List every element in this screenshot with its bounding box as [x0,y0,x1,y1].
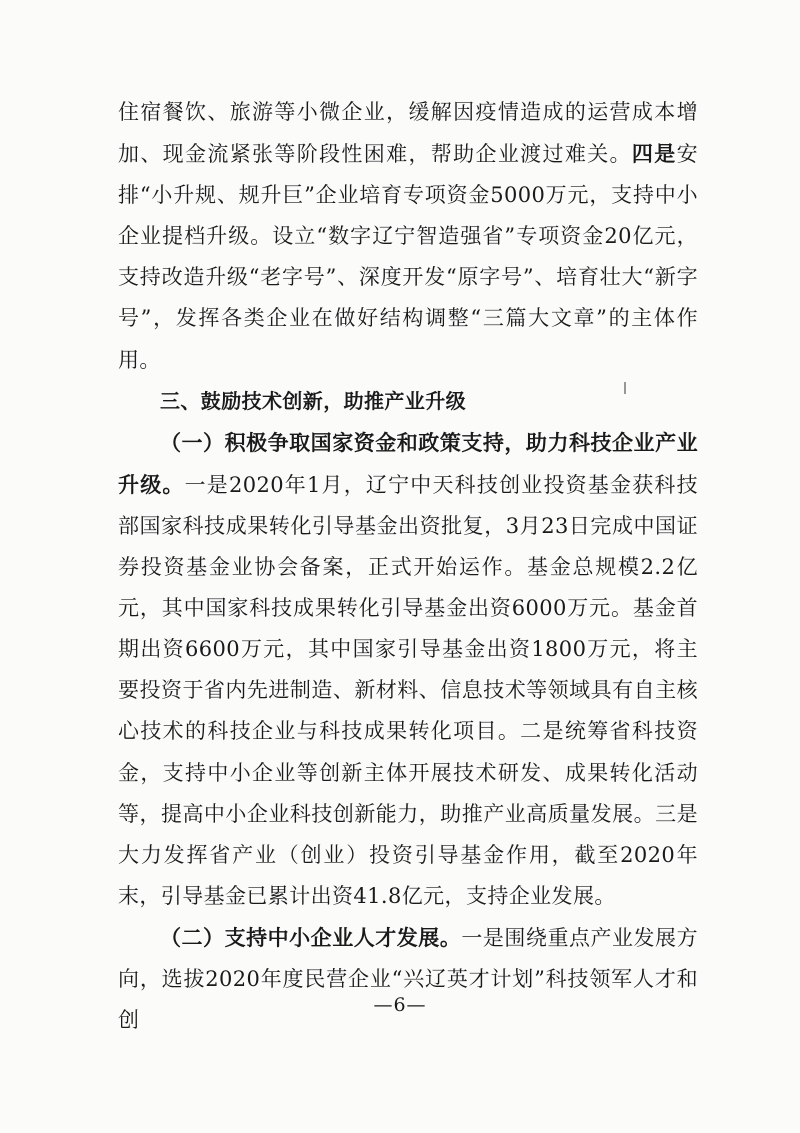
paragraph-text: 安排“小升规、规升巨”企业培育专项资金5000万元，支持中小企业提档升级。设立“数字辽宁智造强省”专项资金20亿元，支持改造升级“老字号”、深度开发“原字号”、培育壮大“新字号”，发挥各类企业在做好结构调整“三篇大文章”的主体作用。 [118,142,698,372]
paragraph-text: 住宿餐饮、旅游等小微企业，缓解因疫情造成的运营成本增加、现金流紧张等阶段性困难，帮助企业渡过难关。 [118,100,698,167]
section-heading: 三、鼓励技术创新，助推产业升级 [160,388,466,413]
paragraph-text: 一是2020年1月，辽宁中天科技创业投资基金获科技部国家科技成果转化引导基金出资批复，3月23日完成中国证券投资基金业协会备案，正式开始运作。基金总规模2.2亿元，其中国家科技成果转化引导基金出资6000万元。基金首期出资6600万元，其中国家引导基金出资1800万元，将主要投资于省内先进制造、新材料、信息技术等领域具有自主核心技术的科技企业与科技成果转化项目。二是统筹省科技资金，支持中小企业等创新主体开展技术研发、成果转化活动等，提高中小企业科技创新能力，助推产业高质量发展。三是大力发挥省产业（创业）投资引导基金作用，截至2020年末，引导基金已累计出资41.8亿元，支持企业发展。 [118,472,698,908]
paragraph [118,422,698,917]
paragraph-text: 一是围绕重点产业发展方向，选拔2020年度民营企业“兴辽英才计划”科技领军人才和创 [118,925,698,1033]
paragraph-continuation [118,92,698,381]
subheading-bold: （一）积极争取国家资金和政策支持，助力科技企业产业升级。 [118,429,698,497]
subheading-bold: （二）支持中小企业人才发展。 [160,924,462,950]
scan-mark [624,382,626,394]
body-text [118,92,698,1041]
bold-lead: 四是 [631,141,677,167]
page-number: —6— [373,994,427,1016]
paragraph [118,917,698,1041]
